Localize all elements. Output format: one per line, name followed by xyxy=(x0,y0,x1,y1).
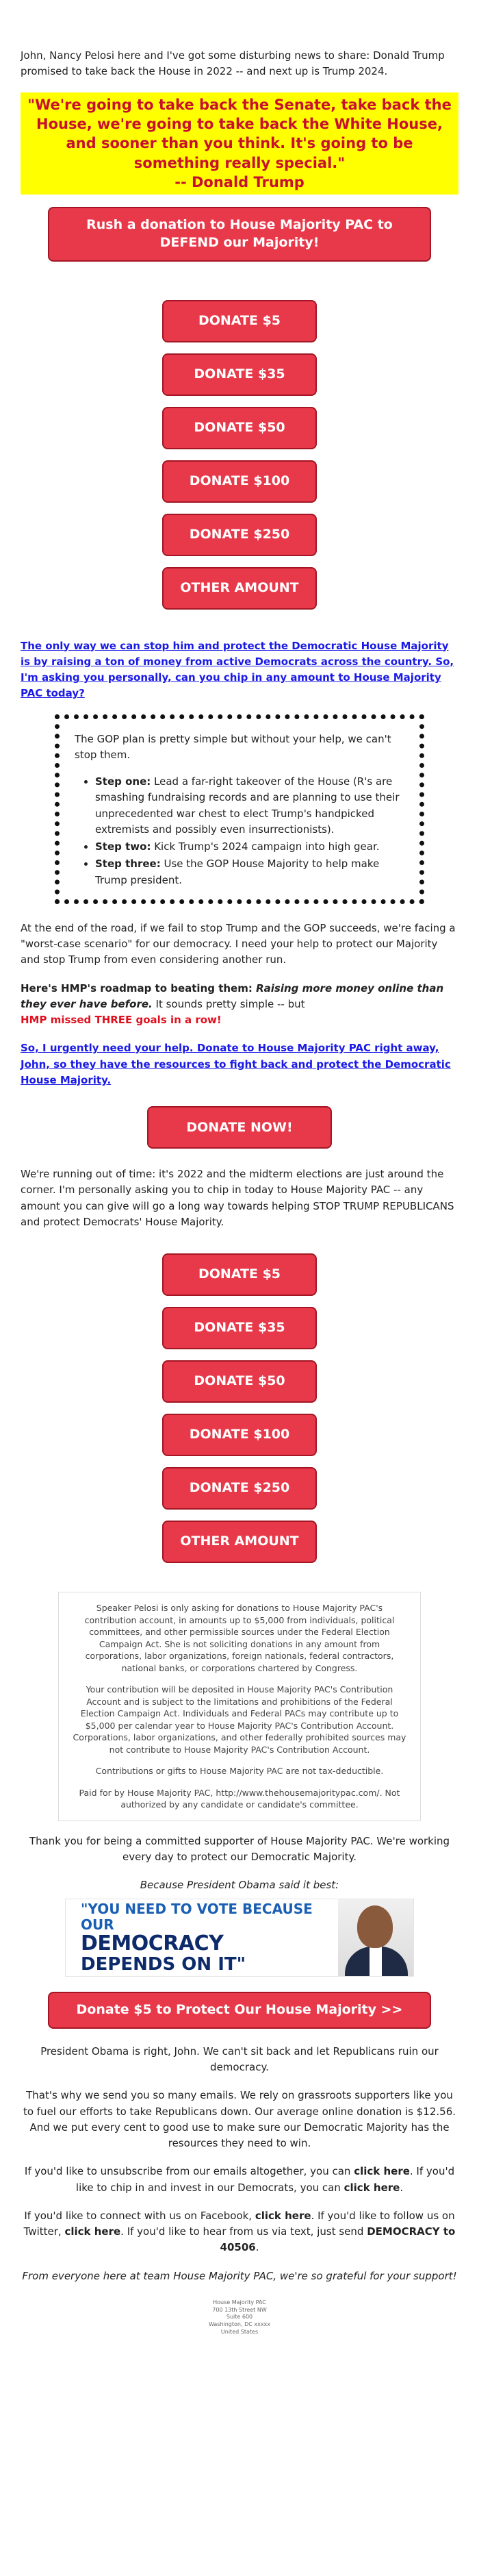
urgent-donate-link[interactable]: So, I urgently need your help. Donate to House Majority PAC right away, John, so they have the resources to fight back and protect the Democratic House Majority. xyxy=(21,1042,451,1086)
why-emails-paragraph: That's why we send you so many emails. We rely on grassroots supporters like you to fuel our efforts to take Republicans down. Our average online donation is $12.56. And we put every cent to good use to make sure our Democratic Majority has the resources they need to win. xyxy=(23,2089,456,2150)
mailing-address: House Majority PAC 700 13th Street NW Suite 600 Washington, DC xxxxx United States xyxy=(208,2299,271,2336)
donate-100-button[interactable]: DONATE $100 xyxy=(162,460,317,503)
chip-in-link[interactable]: The only way we can stop him and protect the Democratic House Majority is by raising a ton of money from active Democrats across the country. So, I'm asking you personally, can you chip in any amount to House Majority PAC today? xyxy=(21,639,454,700)
other-amount-button[interactable]: OTHER AMOUNT xyxy=(162,567,317,610)
rush-donation-button[interactable]: Rush a donation to House Majority PAC to DEFEND our Majority! xyxy=(48,207,431,261)
unsubscribe-link[interactable]: click here xyxy=(354,2165,410,2178)
donate-35-button[interactable]: DONATE $35 xyxy=(162,353,317,396)
trump-quote xyxy=(21,92,458,195)
banner-line-2: DEMOCRACY xyxy=(81,1931,224,1956)
plan-step: • Step one: Lead a far-right takeover of the House (R's are smashing fundraising records and are planning to use their unprecedented war chest to elect Trump's handpicked extremists and possibly even insurrectionists). xyxy=(95,774,404,838)
chip-in-click-link[interactable]: click here xyxy=(344,2181,400,2194)
sign-off: From everyone here at team House Majority PAC, we're so grateful for your support! xyxy=(22,2269,457,2282)
quote-text: "We're going to take back the Senate, take back the House, we're going to take back the White House, and sooner than you think. It's going to be something really special." xyxy=(27,96,452,171)
amount-buttons-top xyxy=(21,300,458,621)
facebook-link[interactable]: click here xyxy=(255,2209,311,2222)
obama-photo xyxy=(338,1899,413,1977)
obama-democracy-banner[interactable] xyxy=(65,1899,414,1977)
donate-100-button[interactable]: DONATE $100 xyxy=(162,1414,317,1456)
donate-5-button[interactable]: DONATE $5 xyxy=(162,300,317,342)
quote-attribution: -- Donald Trump xyxy=(174,173,305,190)
donate-5-button[interactable]: DONATE $5 xyxy=(162,1253,317,1296)
donate-5-protect-button[interactable]: Donate $5 to Protect Our House Majority >> xyxy=(48,1992,431,2029)
disclaimer-paid-for: Paid for by House Majority PAC, http://www.thehousemajoritypac.com/. Not authorized by any candidate or candidate's committee. xyxy=(79,1787,400,1810)
plan-intro: The GOP plan is pretty simple but without your help, we can't stop them. xyxy=(75,732,391,761)
thank-you-paragraph: Thank you for being a committed supporter of House Majority PAC. We're working every day to protect our Democratic Majority. xyxy=(29,1834,450,1863)
twitter-link[interactable]: click here xyxy=(64,2225,121,2238)
disclaimer-p2: Your contribution will be deposited in House Majority PAC's Contribution Account and is subject to the limitations and prohibitions of the Federal Election Campaign Act. Individuals and Federal PACs may contribute up to $5,000 per calendar year to House Majority PAC's Contribution Account. Corporations, labor organizations, and other federally prohibited sources may not contribute to House Majority PAC's Contribution Account. xyxy=(73,1684,406,1755)
donate-250-button[interactable]: DONATE $250 xyxy=(162,514,317,556)
other-amount-button[interactable]: OTHER AMOUNT xyxy=(162,1521,317,1563)
donate-50-button[interactable]: DONATE $50 xyxy=(162,1360,317,1403)
end-of-road-paragraph: At the end of the road, if we fail to stop Trump and the GOP succeeds, we're facing a "worst-case scenario" for our democracy. I need your help to protect our Majority and stop Trump from even considering another run. xyxy=(21,921,456,966)
donate-250-button[interactable]: DONATE $250 xyxy=(162,1467,317,1510)
connect-paragraph: If you'd like to connect with us on Facebook, click here. If you'd like to follow us on Twitter, click here. If you'd like to hear from us via text, just send DEMOCRACY to 40506. xyxy=(23,2209,456,2254)
donate-50-button[interactable]: DONATE $50 xyxy=(162,407,317,449)
obama-right-paragraph: President Obama is right, John. We can't sit back and let Republicans ruin our democracy. xyxy=(40,2044,439,2074)
plan-steps xyxy=(95,774,404,888)
disclaimer-p3: Contributions or gifts to House Majority PAC are not tax-deductible. xyxy=(95,1766,384,1776)
intro-paragraph: John, Nancy Pelosi here and I've got some disturbing news to share: Donald Trump promised to take back the House in 2022 -- and next up is Trump 2024. xyxy=(21,49,445,78)
legal-disclaimer xyxy=(58,1592,421,1821)
roadmap-paragraph: Here's HMP's roadmap to beating them: Raising more money online than they ever have before. It sounds pretty simple -- but HMP missed THREE goals in a row! xyxy=(21,981,444,1026)
banner-line-1: "YOU NEED TO VOTE BECAUSE OUR xyxy=(81,1901,313,1934)
plan-step: • Step three: Use the GOP House Majority to help make Trump president. xyxy=(95,856,404,888)
plan-step: • Step two: Kick Trump's 2024 campaign into high gear. xyxy=(95,839,404,855)
email-body xyxy=(21,0,458,2336)
banner-line-3: DEPENDS ON IT" xyxy=(81,1953,246,1975)
running-out-paragraph: We're running out of time: it's 2022 and the midterm elections are just around the corner. I'm personally asking you to chip in today to House Majority PAC -- any amount you can give will go a long way towards helping STOP TRUMP REPUBLICANS and protect Democrats' House Majority. xyxy=(21,1168,454,1228)
text-keyword: DEMOCRACY to 40506 xyxy=(220,2225,456,2254)
unsubscribe-paragraph: If you'd like to unsubscribe from our emails altogether, you can click here. If you'd like to chip in and invest in our Democrats, you can click here. xyxy=(24,2165,455,2194)
donate-now-button[interactable]: DONATE NOW! xyxy=(147,1106,332,1149)
banner-text xyxy=(66,1901,338,1974)
amount-buttons-bottom xyxy=(21,1253,458,1574)
disclaimer-p1: Speaker Pelosi is only asking for donations to House Majority PAC's contribution account, in amounts up to $5,000 from individuals, political committees, and other permissible sources under the Federal Election Campaign Act. She is not soliciting donations in any amount from corporations, labor organizations, foreign nationals, federal contractors, national banks, or corporations chartered by Congress. xyxy=(84,1603,395,1673)
donate-35-button[interactable]: DONATE $35 xyxy=(162,1307,317,1349)
obama-said: Because President Obama said it best: xyxy=(140,1879,339,1891)
gop-plan-box xyxy=(55,714,424,904)
